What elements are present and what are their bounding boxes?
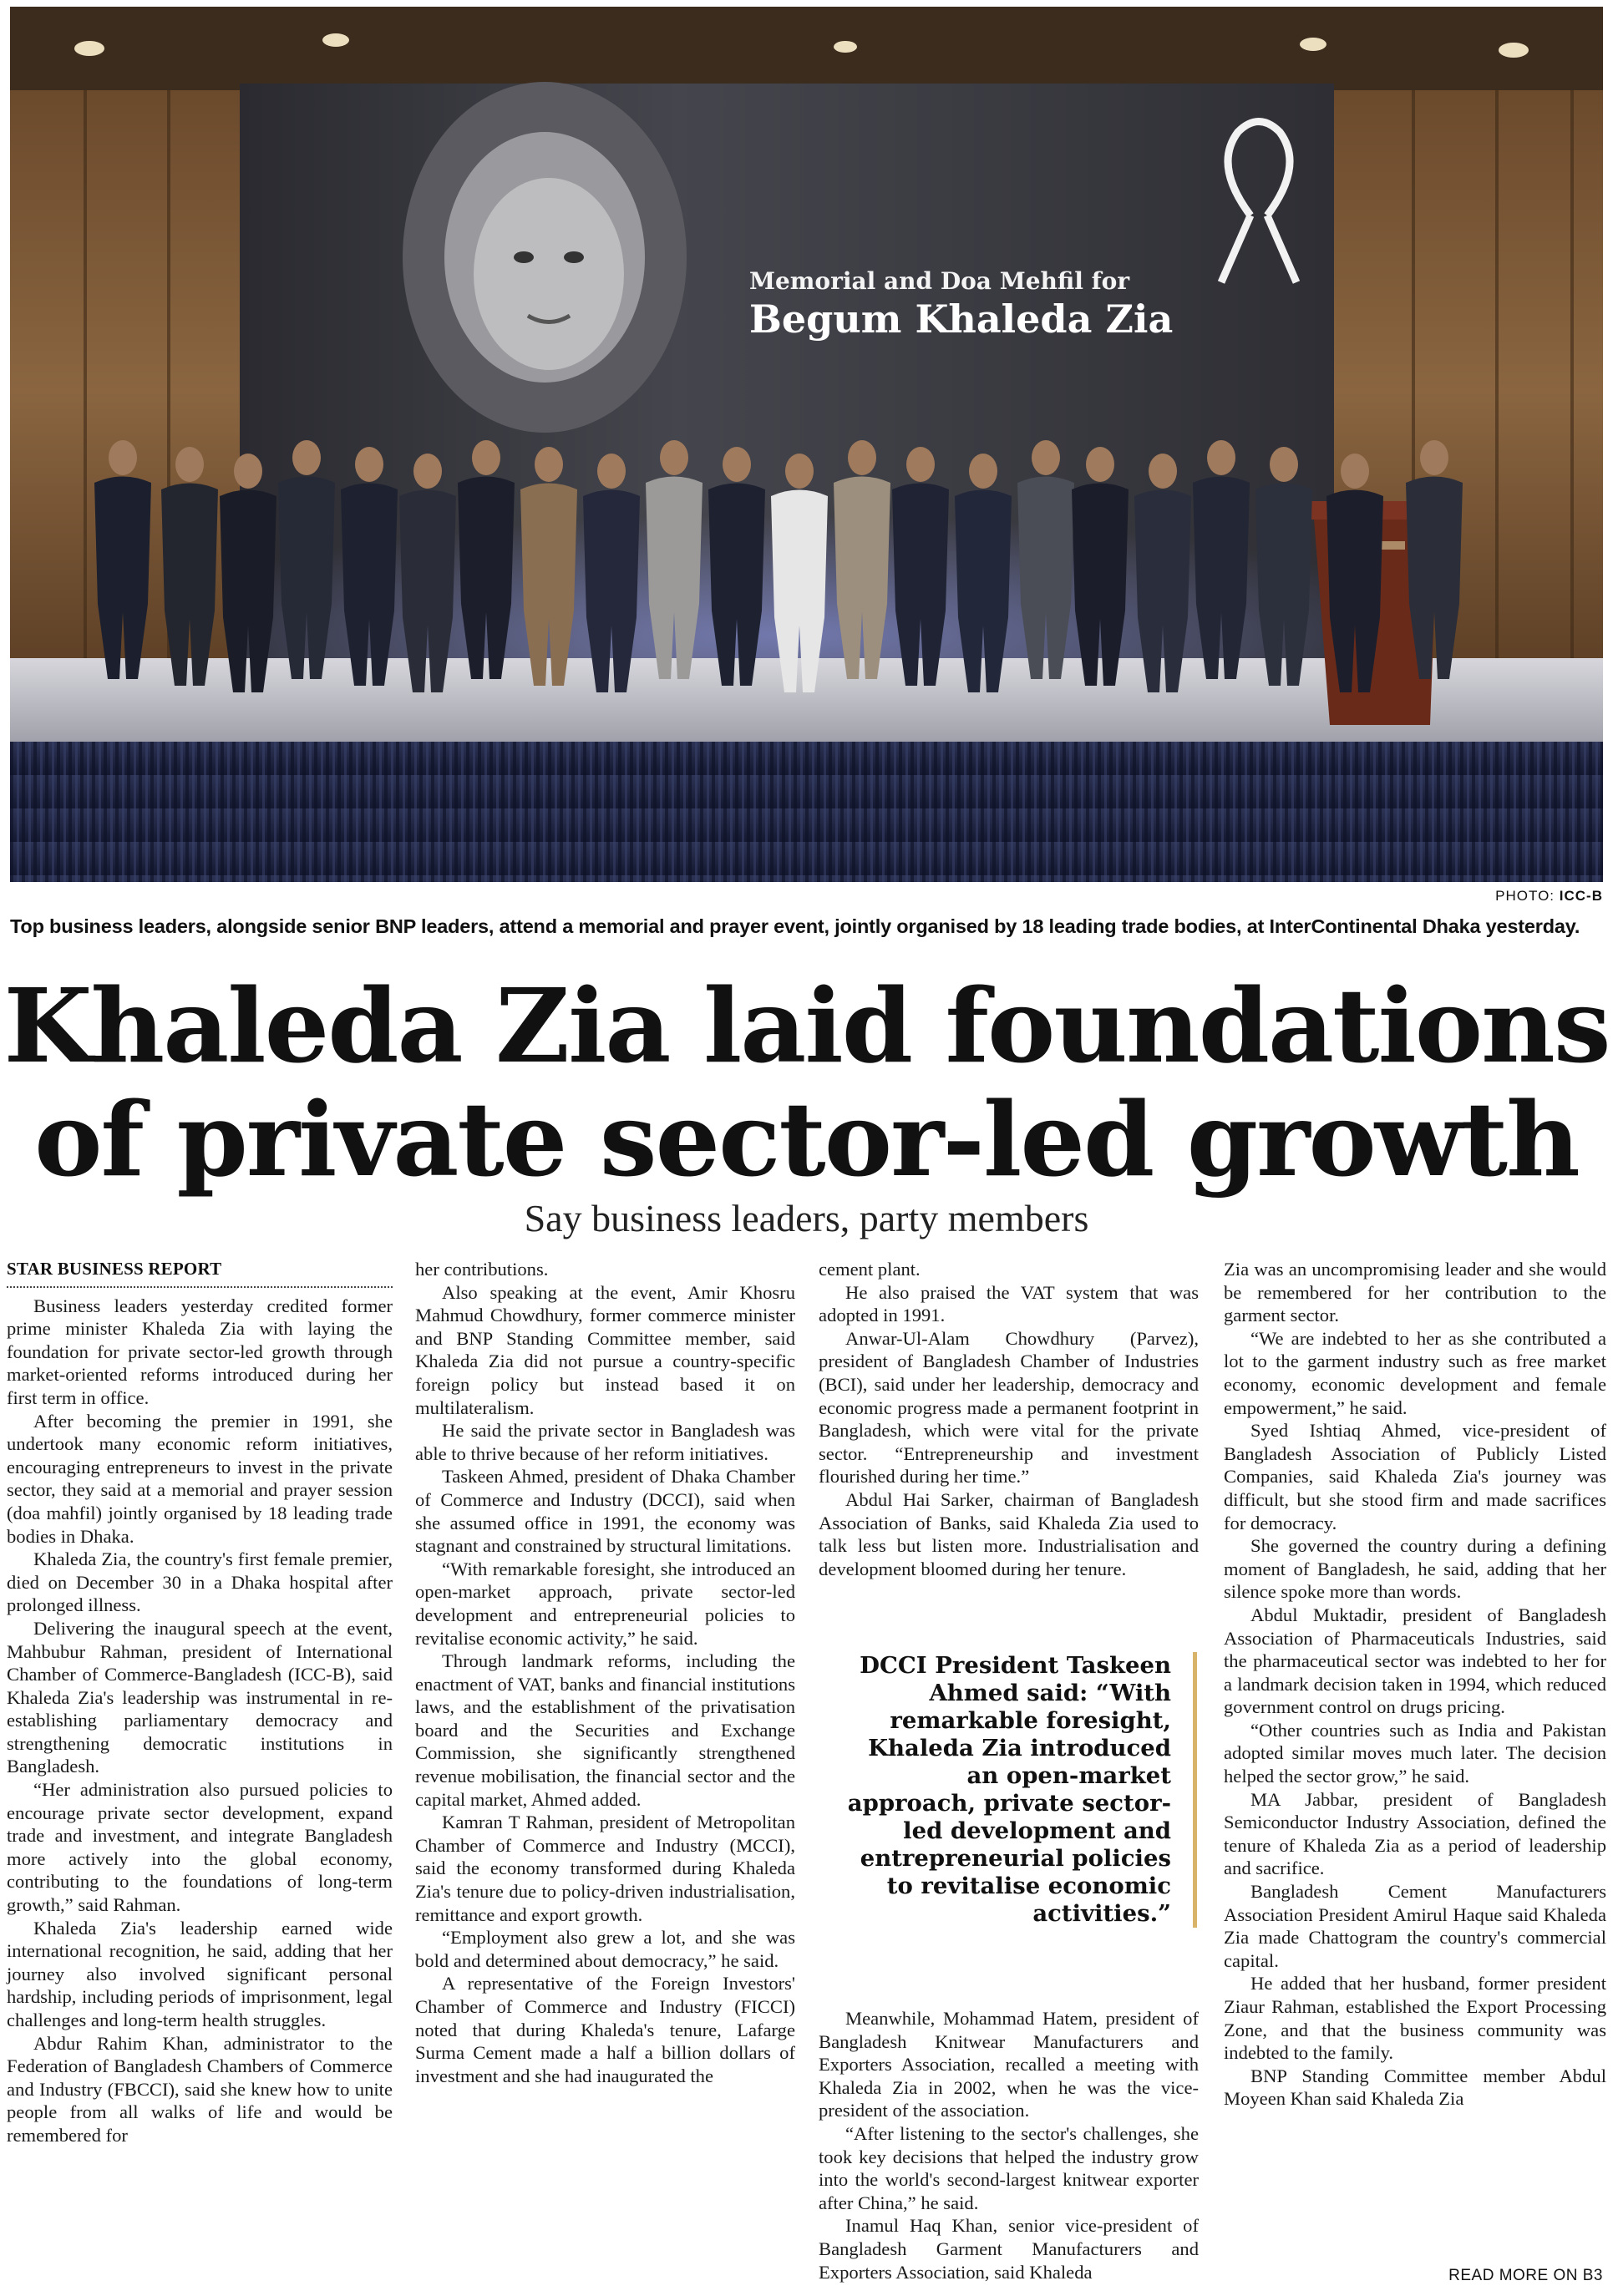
column-1	[7, 1258, 393, 2147]
event-photo	[10, 7, 1603, 882]
photo-credit	[1495, 888, 1603, 905]
photo-caption: Top business leaders, alongside senior BNP leaders, attend a memorial and prayer event, jointly organised by 18 leading trade bodies, at InterContinental Dhaka yesterday.	[10, 915, 1580, 937]
headline-line1: Khaleda Zia laid foundations	[3, 966, 1610, 1086]
paragraph: Delivering the inaugural speech at the event, Mahbubur Rahman, president of International Chamber of Commerce-Bangladesh (ICC-B), said Khaleda Zia's leadership was instrumental in re-establishing parliamentary democracy and strengthening democratic institutions in Bangladesh.	[7, 1617, 393, 1777]
person-head	[906, 447, 935, 482]
paragraph: Syed Ishtiaq Ahmed, vice-president of Bangladesh Association of Publicly Listed Companies, said Khaleda Zia's journey was difficult, but she stood firm and made sacrifices for democracy.	[1224, 1420, 1606, 1533]
read-more-link[interactable]: READ MORE ON B3	[1448, 2267, 1603, 2284]
person-head	[1032, 440, 1060, 475]
person-head	[1207, 440, 1235, 475]
paragraph: cement plant.	[819, 1259, 921, 1280]
portrait-image	[403, 82, 687, 433]
paragraph: “Employment also grew a lot, and she was bold and determined about democracy,” he said.	[415, 1927, 795, 1971]
person-head	[660, 440, 688, 475]
column-4	[1224, 1258, 1606, 2111]
person-head	[969, 454, 997, 489]
person-head	[472, 440, 500, 475]
paragraph: Khaleda Zia, the country's first female premier, died on December 30 in a Dhaka hospital after prolonged illness.	[7, 1548, 393, 1616]
person-head	[1270, 447, 1298, 482]
person-head	[1149, 454, 1177, 489]
paragraph: Kamran T Rahman, president of Metropolitan Chamber of Commerce and Industry (MCCI), said the economy transformed during Khaleda Zia's tenure due to policy-driven industrialisation, remittance and export growth.	[415, 1812, 795, 1925]
paragraph: Through landmark reforms, including the enactment of VAT, banks and financial institutions laws, and the establishment of the privatisation board and the Securities and Exchange Commission, she significantly strengthened revenue mobilisation, the financial sector and the capital market, Ahmed added.	[415, 1650, 795, 1810]
person-head	[723, 447, 751, 482]
paragraph: Zia was an uncompromising leader and she would be remembered for her contribution to the garment sector.	[1224, 1259, 1606, 1326]
photo-credit-source: ICC-B	[1559, 888, 1603, 904]
paragraph: Bangladesh Cement Manufacturers Association President Amirul Haque said Khaleda Zia made Chattogram the country's commercial capital.	[1224, 1881, 1606, 1971]
photo-credit-label: PHOTO:	[1495, 888, 1555, 904]
paragraph: Business leaders yesterday credited former prime minister Khaleda Zia with laying the foundation for private sector-led growth through market-oriented reforms introduced during her first term in office.	[7, 1295, 393, 1408]
person-head	[597, 454, 626, 489]
screen-text-line1: Memorial and Doa Mehfil for	[749, 267, 1130, 295]
person-head	[785, 454, 814, 489]
paragraph: Abdul Hai Sarker, chairman of Bangladesh Association of Banks, said Khaleda Zia used to talk less but listen more. Industrialisation and development bloomed during her tenure.	[819, 1488, 1199, 1579]
column-3	[819, 1258, 1199, 1580]
paragraph: “After listening to the sector's challenges, she took key decisions that helped the industry grow into the world's second-largest knitwear exporter after China,” he said.	[819, 2122, 1199, 2213]
person-head	[175, 447, 204, 482]
person-head	[1341, 454, 1369, 489]
paragraph: Inamul Haq Khan, senior vice-president of Bangladesh Garment Manufacturers and Exporters Association, said Khaleda	[819, 2215, 1199, 2283]
headline-line2: of private sector-led growth	[34, 1079, 1579, 1199]
paragraph: Taskeen Ahmed, president of Dhaka Chamber of Commerce and Industry (DCCI), said when she assumed office in 1991, the economy was stagnant and constrained by structural limitations.	[415, 1466, 795, 1557]
byline: STAR BUSINESS REPORT	[7, 1258, 393, 1288]
paragraph: She governed the country during a defining moment of Bangladesh, he said, adding that her silence spoke more than words.	[1224, 1535, 1606, 1603]
paragraph: “We are indebted to her as she contributed a lot to the garment industry such as free market economy, economic development and female empowerment,” he said.	[1224, 1327, 1606, 1418]
pull-quote: DCCI President Taskeen Ahmed said: “With remarkable foresight, Khaleda Zia introduced an open-market approach, private sector-led development and entrepreneurial policies to revitalise economic activities.”	[835, 1652, 1197, 1928]
person-head	[413, 454, 442, 489]
person-head	[848, 440, 876, 475]
paragraph: Anwar-Ul-Alam Chowdhury (Parvez), president of Bangladesh Chamber of Industries (BCI), said under her leadership, democracy and economic progress made a permanent footprint in Bangladesh, which were vital for the private sector. “Entrepreneurship and investment flourished during her time.”	[819, 1327, 1199, 1488]
headline	[0, 966, 1613, 1199]
paragraph: He also praised the VAT system that was adopted in 1991.	[819, 1281, 1199, 1326]
paragraph: her contributions.	[415, 1259, 549, 1280]
paragraph: MA Jabbar, president of Bangladesh Semiconductor Industry Association, defined the tenure of Khaleda Zia as a period of leadership and sacrifice.	[1224, 1788, 1606, 1879]
person-head	[1086, 447, 1114, 482]
paragraph: Khaleda Zia's leadership earned wide international recognition, he said, adding that her journey also involved significant personal hardship, including periods of imprisonment, legal challenges and long-term health struggles.	[7, 1917, 393, 2030]
screen-text-line2: Begum Khaleda Zia	[749, 297, 1174, 342]
paragraph: Meanwhile, Mohammad Hatem, president of Bangladesh Knitwear Manufacturers and Exporters Association, recalled a meeting with Khaleda Zia in 2002, when he was the vice-president of the association.	[819, 2008, 1199, 2121]
paragraph: He added that her husband, former president Ziaur Rahman, established the Export Processing Zone, and that the business community was indebted to the family.	[1224, 1973, 1606, 2064]
column-3-continued	[819, 2007, 1199, 2283]
paragraph: BNP Standing Committee member Abdul Moyeen Khan said Khaleda Zia	[1224, 2065, 1606, 2110]
person-head	[292, 440, 321, 475]
person-head	[535, 447, 563, 482]
paragraph: “Other countries such as India and Pakistan adopted similar moves much later. The decision helped the sector grow,” he said.	[1224, 1719, 1606, 1787]
person-head	[109, 440, 137, 475]
paragraph: After becoming the premier in 1991, she undertook many economic reform initiatives, encouraging entrepreneurs to invest in the private sector, they said at a memorial and prayer session (doa mahfil) jointly organised by 18 leading trade bodies in Dhaka.	[7, 1410, 393, 1547]
paragraph: “Her administration also pursued policies to encourage private sector development, expand trade and investment, and integrate Bangladesh more actively into the global economy, contributing to the foundations of long-term growth,” said Rahman.	[7, 1779, 393, 1916]
person-head	[1420, 440, 1448, 475]
person-head	[234, 454, 262, 489]
column-2	[415, 1258, 795, 2087]
person-head	[355, 447, 383, 482]
paragraph: Also speaking at the event, Amir Khosru Mahmud Chowdhury, former commerce minister and BNP Standing Committee member, said Khaleda Zia did not pursue a country-specific foreign policy but instead based it on multilateralism.	[415, 1281, 795, 1418]
paragraph: A representative of the Foreign Investors' Chamber of Commerce and Industry (FICCI) noted that during Khaleda's tenure, Lafarge Surma Cement made a half a billion dollars of investment and she had inaugurated the	[415, 1973, 795, 2086]
paragraph: Abdul Muktadir, president of Bangladesh Association of Pharmaceuticals Industries, said the pharmaceutical sector was indebted to her for a landmark decision taken in 1994, which reduced government control on drugs pricing.	[1224, 1604, 1606, 1718]
paragraph: “With remarkable foresight, she introduced an open-market approach, private sector-led development and entrepreneurial policies to revitalise economic activity,” he said.	[415, 1558, 795, 1649]
paragraph: He said the private sector in Bangladesh was able to thrive because of her reform initiatives.	[415, 1420, 795, 1464]
subheadline: Say business leaders, party members	[524, 1197, 1089, 1239]
paragraph: Abdur Rahim Khan, administrator to the Federation of Bangladesh Chambers of Commerce and Industry (FBCCI), said she knew how to unite people from all walks of life and would be remembered for	[7, 2032, 393, 2146]
